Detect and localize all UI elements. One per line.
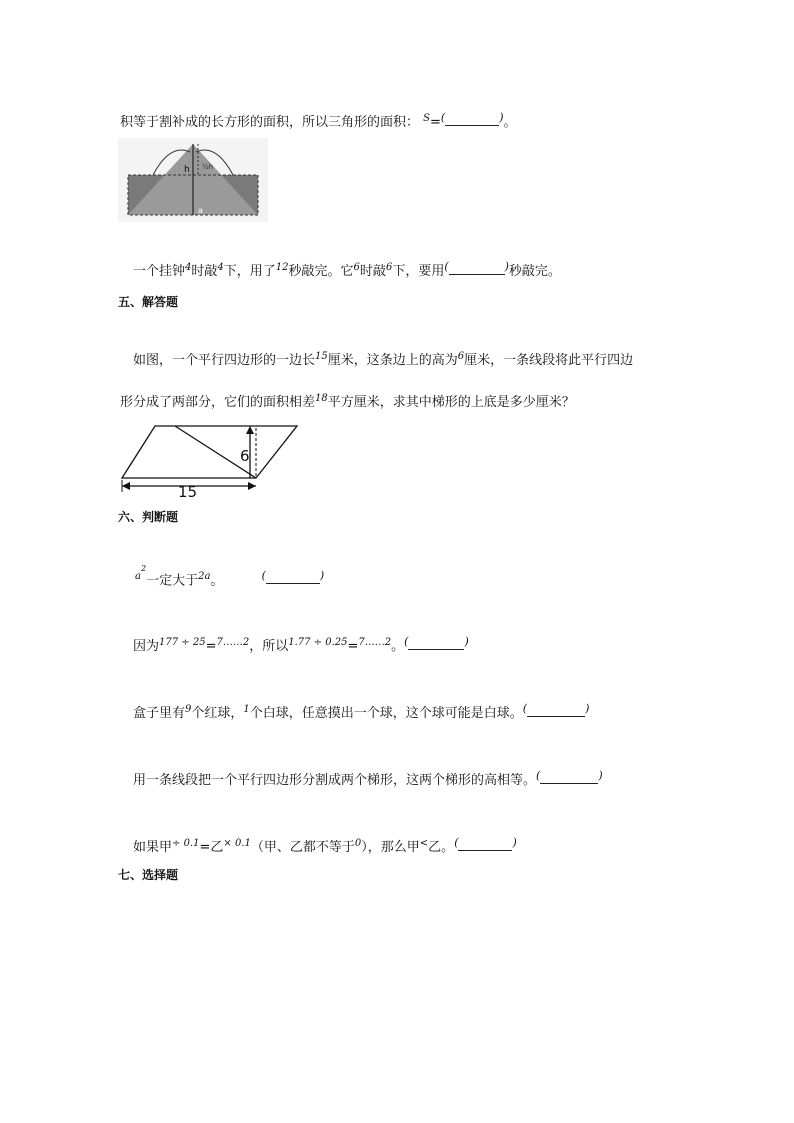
text: ，所以 xyxy=(249,639,289,654)
question-triangle-area xyxy=(120,113,517,133)
answer-blank[interactable] xyxy=(458,838,512,851)
num: 15 xyxy=(315,351,328,362)
text: 下，用了 xyxy=(223,264,276,279)
answer-blank[interactable] xyxy=(540,771,598,784)
section-title: 六、判断题 xyxy=(118,510,179,524)
text: 个红球， xyxy=(191,706,244,721)
text: 下，要用 xyxy=(392,264,445,279)
question-clock xyxy=(133,262,561,282)
expression: 177 ÷ 25 xyxy=(159,637,206,648)
answer-blank[interactable] xyxy=(449,262,505,275)
judge-item-5 xyxy=(133,838,517,858)
text: 积等于割补成的长方形的面积，所以三角形的面积： xyxy=(120,115,420,130)
less-than: < xyxy=(419,838,429,849)
paren-open: ( xyxy=(444,260,449,273)
judge-item-1 xyxy=(135,564,325,591)
label-half-h: ½h xyxy=(202,163,214,171)
paren-close: ) xyxy=(585,702,590,715)
height-label: 6 xyxy=(240,447,250,465)
num: 4 xyxy=(217,262,224,273)
text: 形分成了两部分，它们的面积相差 xyxy=(120,395,316,410)
text: 如图，一个平行四边形的一边长 xyxy=(133,353,316,368)
text: （甲、乙都不等于 xyxy=(250,840,355,855)
num: 9 xyxy=(185,704,192,715)
answer-blank[interactable] xyxy=(266,571,320,584)
equals: = xyxy=(430,115,441,130)
equals: = xyxy=(199,840,211,855)
num: 0 xyxy=(354,838,362,849)
paren-close: ) xyxy=(598,769,603,782)
label-h: h xyxy=(184,165,190,175)
paren-close: ) xyxy=(464,635,469,648)
result: 7……2 xyxy=(216,637,250,648)
paren-open: ( xyxy=(404,635,409,648)
answer-blank[interactable] xyxy=(527,704,585,717)
paren-open: ( xyxy=(261,569,266,583)
text: 一定大于 xyxy=(146,573,199,589)
text: 平方厘米，求其中梯形的上底是多少厘米？ xyxy=(327,395,575,410)
question-parallelogram-line1 xyxy=(133,352,633,371)
math-a: a xyxy=(135,571,141,583)
text: 秒敲完。 xyxy=(508,264,561,279)
operator: ÷ 0.1 xyxy=(172,838,200,849)
text: 厘米，这条边上的高为 xyxy=(327,353,458,368)
equals: = xyxy=(347,639,359,654)
math-S: S xyxy=(423,113,431,124)
judge-item-2 xyxy=(133,637,469,657)
math-2a: 2a xyxy=(198,571,211,583)
section-title: 七、选择题 xyxy=(118,868,179,882)
num: 6 xyxy=(457,351,465,362)
text: ），那么甲 xyxy=(361,840,420,855)
answer-blank[interactable] xyxy=(408,637,464,650)
operator: × 0.1 xyxy=(223,838,251,849)
text: 个白球，任意摸出一个球，这个球可能是白球。 xyxy=(249,706,523,721)
paren-close: ) xyxy=(499,111,504,124)
text: 用一条线段把一个平行四边形分割成两个梯形，这两个梯形的高相等。 xyxy=(133,773,537,788)
judge-item-3 xyxy=(133,704,589,724)
result: 7……2 xyxy=(358,637,392,648)
text: 厘米，一条线段将此平行四边 xyxy=(464,353,634,368)
text: 秒敲完。它 xyxy=(288,264,354,279)
paren-open: ( xyxy=(536,769,541,782)
paren-open: ( xyxy=(522,702,528,715)
equals: = xyxy=(205,639,217,654)
num: 18 xyxy=(315,393,328,404)
answer-blank[interactable] xyxy=(445,113,499,126)
paren-open: ( xyxy=(440,111,446,124)
text: 盒子里有 xyxy=(133,706,186,721)
section-title: 五、解答题 xyxy=(118,295,179,309)
text: 如果甲 xyxy=(133,840,173,855)
num: 12 xyxy=(275,262,289,273)
paren-close: ) xyxy=(504,260,509,273)
text: 乙 xyxy=(210,840,224,855)
text: 。 xyxy=(391,639,405,654)
exponent: 2 xyxy=(140,564,147,573)
parallelogram-outline xyxy=(122,426,297,478)
text: 一个挂钟 xyxy=(133,264,186,279)
period: 。 xyxy=(503,115,517,130)
judge-item-4 xyxy=(133,771,603,790)
paren-close: ) xyxy=(319,569,325,583)
paren-open: ( xyxy=(454,836,459,849)
text: 时敲 xyxy=(359,264,386,279)
text: 乙。 xyxy=(428,840,455,855)
text: 。 xyxy=(210,573,224,589)
paren-close: ) xyxy=(512,836,517,849)
num: 1 xyxy=(243,704,250,715)
parallelogram-figure xyxy=(118,420,302,500)
triangle-rectangle-figure xyxy=(118,138,268,222)
num: 4 xyxy=(185,262,192,273)
label-a: a xyxy=(198,206,203,215)
num: 6 xyxy=(353,262,360,273)
num: 6 xyxy=(385,262,393,273)
expression: 1.77 ÷ 0.25 xyxy=(288,637,348,648)
text: 时敲 xyxy=(191,264,218,279)
question-parallelogram-line2 xyxy=(120,394,575,413)
base-label: 15 xyxy=(178,483,198,500)
text: 因为 xyxy=(133,639,160,654)
